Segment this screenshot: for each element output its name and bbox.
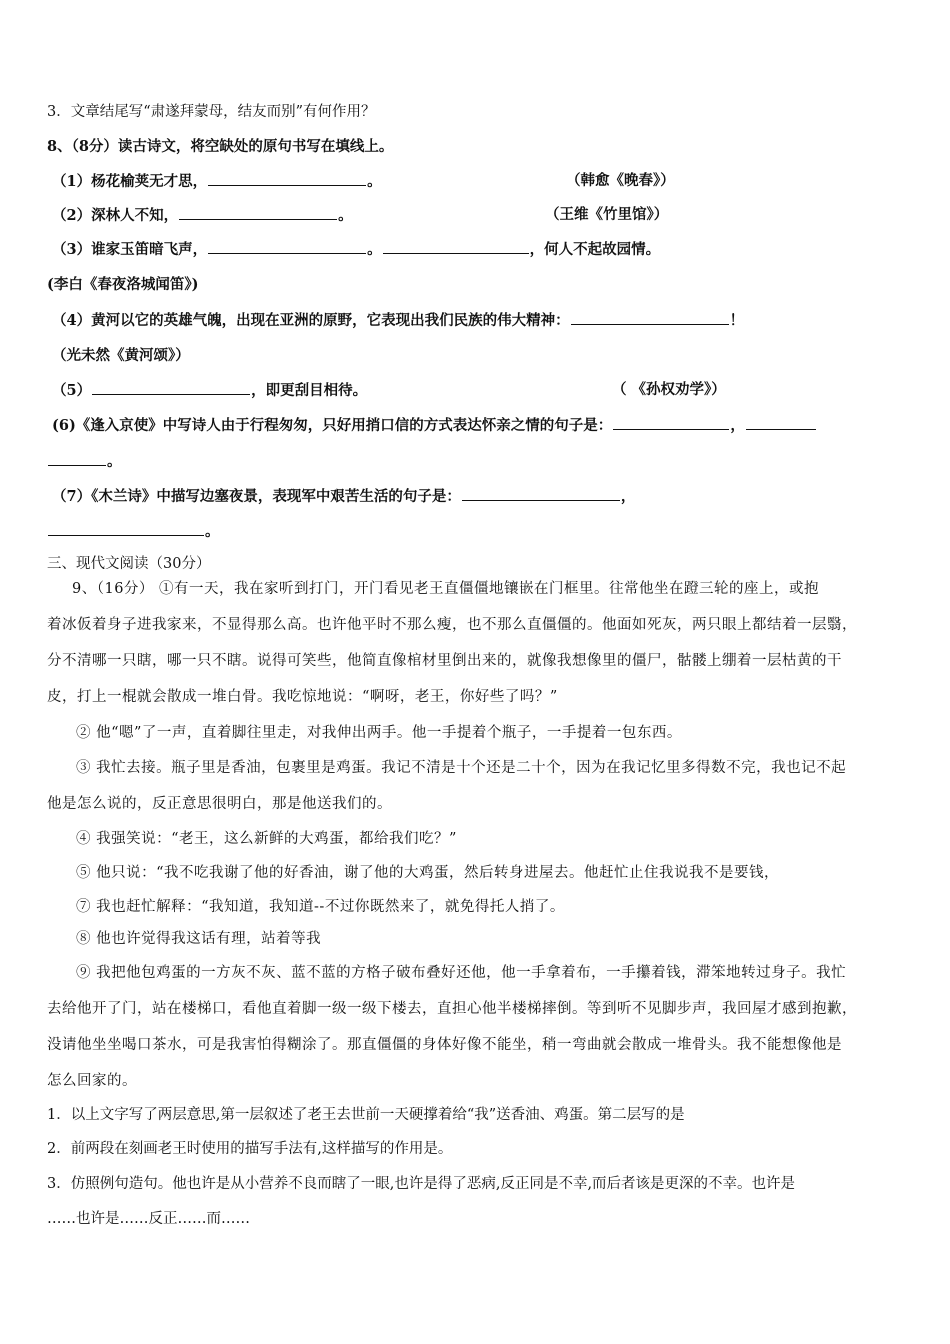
passage-p5: ⑤ 他只说：“我不吃我谢了他的好香油，谢了他的大鸡蛋，然后转身进屋去。他赶忙止住我说我不是要钱， [76,865,780,881]
q8-line-6-sep: ， [730,417,745,434]
q8-line-3-text: （3）谁家玉笛暗飞声， [52,241,208,258]
q8-line-3-source: (李白《春夜洛城闻笛》) [47,276,199,293]
fill-blank[interactable] [746,414,816,430]
question-2: 2．前两段在刻画老王时使用的描写手法有,这样描写的作用是。 [47,1141,453,1157]
q8-line-2-end: 。 [338,207,353,224]
passage-p9-line: 怎么回家的。 [47,1073,137,1089]
q8-line-4 [52,309,912,332]
q8-line-7-text: （7）《木兰诗》中描写边塞夜景，表现军中艰苦生活的句子是： [52,488,461,505]
passage-p2: ② 他“嗯”了一声，直着脚往里走，对我伸出两手。他一手提着个瓶子，一手提着一包东西。 [76,725,682,741]
q8-line-5 [52,379,912,402]
q8-line-6-end: 。 [107,453,122,470]
q8-line-2-source: （王维《竹里馆》） [545,206,669,223]
fill-blank[interactable] [462,485,620,501]
passage-p3-line: ③ 我忙去接。瓶子里是香油，包裹里是鸡蛋。我记不清是十个还是二十个，因为在我记忆里多得数不完，我也记不起 [76,760,847,776]
fill-blank[interactable] [208,238,366,254]
q8-line-7 [52,485,912,508]
passage-p8: ⑧ 他也许觉得我这话有理，站着等我 [76,931,322,947]
q8-line-4-text: （4）黄河以它的英雄气魄，出现在亚洲的原野，它表现出我们民族的伟大精神： [52,312,570,329]
q8-line-2-text: （2）深林人不知， [52,207,179,224]
q8-line-3 [52,238,912,261]
fill-blank[interactable] [179,204,337,220]
q8-line-3-mid: 。 [367,241,382,258]
q8-line-1-source: （韩愈《晚春》） [566,172,675,189]
section3-heading: 三、现代文阅读（30分） [47,556,211,572]
fill-blank[interactable] [383,238,529,254]
q8-line-6 [52,414,908,437]
q8-line-1-end: 。 [367,173,382,190]
q8-line-4-end: ！ [729,312,745,329]
passage-p3-line: 他是怎么说的，反正意思很明白，那是他送我们的。 [47,796,392,812]
fill-blank[interactable] [613,414,729,430]
q8-line-1 [52,170,912,193]
q8-line-5-text: （5） [52,382,92,399]
q8-line-1-text: （1）杨花榆荚无才思， [52,173,208,190]
q8-line-5-end: ，即更刮目相待。 [251,382,368,399]
fill-blank[interactable] [571,309,729,325]
fill-blank[interactable] [92,379,250,395]
q8-line-2 [52,204,912,227]
q8-line-4-source: （光未然《黄河颂》） [52,347,190,364]
passage-p7: ⑦ 我也赶忙解释：“我知道，我知道--不过你既然来了，就免得托人捎了。 [76,899,565,915]
prev-question-3: 3．文章结尾写“肃遂拜蒙母，结友而别”有何作用？ [47,104,376,120]
fill-blank[interactable] [48,450,106,466]
question-3-line: 3．仿照例句造句。他也许是从小营养不良而瞎了一眼,也许是得了恶病,反正同是不幸,而后者该是更深的不幸。也许是 [47,1176,796,1192]
q8-line-5-source: （ 《孙权劝学》） [612,381,726,398]
passage-p1-line: 分不清哪一只瞎，哪一只不瞎。说得可笑些，他简直像棺材里倒出来的，就像我想像里的僵尸，骷髅上绷着一层枯黄的干 [47,653,842,669]
passage-p9-line: ⑨ 我把他包鸡蛋的一方灰不灰、蓝不蓝的方格子破布叠好还他，他一手拿着布，一手攥着钱，滞笨地转过身子。我忙 [76,965,847,981]
q8-line-7-end: 。 [205,523,220,540]
passage-p9-line: 没请他坐坐喝口茶水，可是我害怕得糊涂了。那直僵僵的身体好像不能坐，稍一弯曲就会散成一堆骨头。我不能想像他是 [47,1037,842,1053]
q8-line-6-cont [47,450,907,473]
question-1: 1．以上文字写了两层意思,第一层叙述了老王去世前一天硬撑着给“我”送香油、鸡蛋。第二层写的是 [47,1107,685,1123]
question-3-line: ……也许是……反正……而…… [47,1211,250,1227]
q8-line-6-text: (6)《逢入京使》中写诗人由于行程匆匆，只好用捎口信的方式表达怀亲之情的句子是： [52,417,613,434]
q8-line-3-end: ，何人不起故园情。 [529,241,661,258]
passage-p1-line: 着冰仮着身子进我家来，不显得那么高。也许他平时不那么瘦，也不那么直僵僵的。他面如死灰，两只眼上都结着一层翳， [47,617,857,633]
q8-line-7-cont [47,520,907,543]
passage-p9-line: 去给他开了门，站在楼梯口，看他直着脚一级一级下楼去，直担心他半楼梯摔倒。等到听不见脚步声，我回屋才感到抱歉， [47,1001,857,1017]
fill-blank[interactable] [208,170,366,186]
passage-p1-line: 9、（16分） ①有一天，我在家听到打门，开门看见老王直僵僵地镶嵌在门框里。往常他坐在蹬三轮的座上，或抱 [72,581,820,597]
passage-p4: ④ 我强笑说：“老王，这么新鲜的大鸡蛋，都给我们吃？” [76,831,457,847]
q8-line-7-sep: ， [620,488,636,505]
q8-heading: 8、（8分）读古诗文，将空缺处的原句书写在填线上。 [47,138,394,155]
fill-blank[interactable] [48,520,204,536]
passage-p1-line: 皮，打上一棍就会散成一堆白骨。我吃惊地说：“啊呀，老王，你好些了吗？” [47,689,558,705]
